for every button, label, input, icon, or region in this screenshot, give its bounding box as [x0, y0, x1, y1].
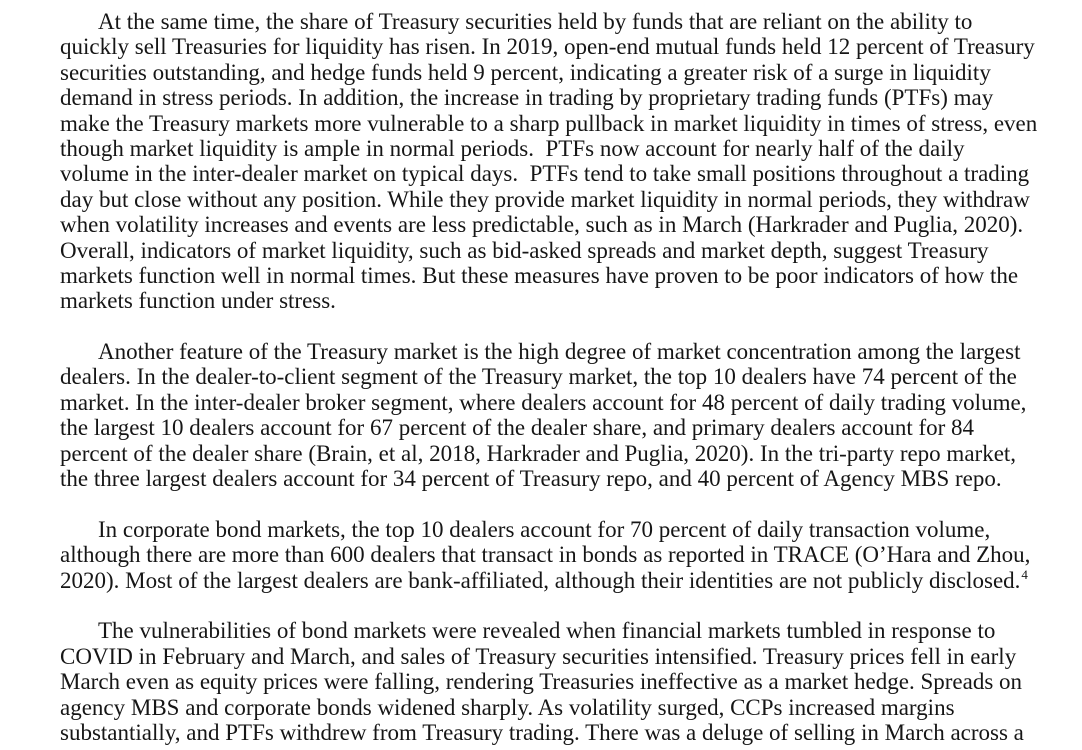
text-line: Another feature of the Treasury market is the high degree of market concentration among the largest — [98, 339, 1021, 365]
text-line: market. In the inter-dealer broker segment, where dealers account for 48 percent of daily trading volume, — [60, 389, 1027, 415]
text-line: when volatility increases and events are less predictable, such as in March (Harkrader and Puglia, 2020). — [60, 212, 1024, 238]
text-line-with-footnote — [60, 568, 1082, 593]
text-line: quickly sell Treasuries for liquidity has risen. In 2019, open-end mutual funds held 12 percent of Treasury — [60, 34, 1035, 60]
text-line: dealers. In the dealer-to-client segment of the Treasury market, the top 10 dealers have 74 percent of the — [60, 364, 1017, 390]
paragraph-market-concentration — [60, 339, 1082, 491]
text-line: demand in stress periods. In addition, the increase in trading by proprietary trading funds (PTFs) may — [60, 85, 994, 111]
paragraph-covid-vulnerabilities — [60, 618, 1082, 745]
text-line: In corporate bond markets, the top 10 dealers account for 70 percent of daily transaction volume, — [98, 516, 991, 542]
text-line: markets function under stress. — [60, 288, 336, 314]
text-line: Overall, indicators of market liquidity, such as bid-asked spreads and market depth, suggest Treasury — [60, 237, 989, 263]
text-line: percent of the dealer share (Brain, et al, 2018, Harkrader and Puglia, 2020). In the tri-party repo market, — [60, 440, 1017, 466]
text-line: COVID in February and March, and sales of Treasury securities intensified. Treasury prices fell in early — [60, 643, 1017, 669]
text-line: 2020). Most of the largest dealers are bank-affiliated, although their identities are not publicly disclosed. — [60, 567, 1021, 593]
text-line: substantially, and PTFs withdrew from Treasury trading. There was a deluge of selling in March across a — [60, 719, 1024, 745]
text-line: markets function well in normal times. But these measures have proven to be poor indicators of how the — [60, 262, 1019, 288]
footnote-marker: 4 — [1021, 566, 1028, 582]
paragraph-corporate-bonds — [60, 517, 1082, 593]
text-line: though market liquidity is ample in normal periods. PTFs now account for nearly half of the daily — [60, 135, 965, 161]
text-line: agency MBS and corporate bonds widened sharply. As volatility surged, CCPs increased margins — [60, 694, 955, 720]
text-line: March even as equity prices were falling, rendering Treasuries ineffective as a market hedge. Spreads on — [60, 669, 1023, 695]
text-line: volume in the inter-dealer market on typical days. PTFs tend to take small positions throughout a trading — [60, 161, 1030, 187]
text-line: although there are more than 600 dealers that transact in bonds as reported in TRACE (O’Hara and Zhou, — [60, 542, 1031, 568]
text-line: day but close without any position. While they provide market liquidity in normal periods, they withdraw — [60, 186, 1030, 212]
text-line: the largest 10 dealers account for 67 percent of the dealer share, and primary dealers account for 84 — [60, 415, 975, 441]
text-line: At the same time, the share of Treasury securities held by funds that are reliant on the ability to — [98, 9, 973, 34]
text-line: securities outstanding, and hedge funds held 9 percent, indicating a greater risk of a surge in liquidity — [60, 59, 991, 85]
text-line: The vulnerabilities of bond markets were revealed when financial markets tumbled in response to — [98, 618, 996, 644]
paragraph-treasury-liquidity — [60, 9, 1082, 314]
text-line: the three largest dealers account for 34 percent of Treasury repo, and 40 percent of Agency MBS repo. — [60, 466, 1002, 492]
text-line: make the Treasury markets more vulnerable to a sharp pullback in market liquidity in times of stress, even — [60, 110, 1038, 136]
